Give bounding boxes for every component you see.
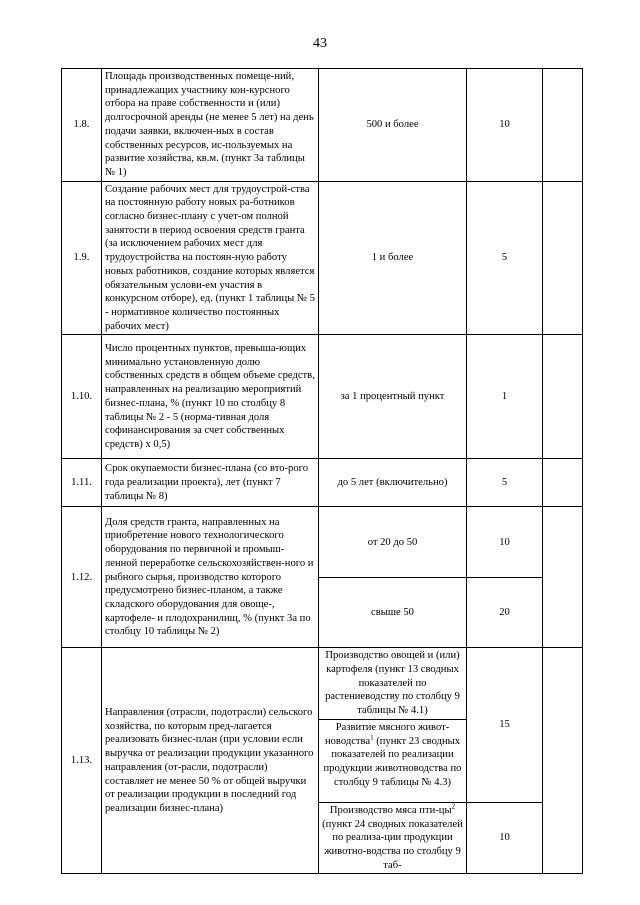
score-value: 1 <box>467 335 543 459</box>
page-number: 43 <box>313 36 327 51</box>
table-row <box>62 507 583 578</box>
direction-text-part: Развитие мясного живот-новодства <box>324 721 450 747</box>
footnote-mark: 2 <box>451 802 456 811</box>
empty-cell <box>543 69 583 182</box>
footnote-mark: 1 <box>370 733 374 742</box>
empty-cell <box>543 181 583 335</box>
criterion-text: Создание рабочих мест для трудоустрой-ства на постоянную работу новых ра-ботников согласно бизнес-плану с учет-ом полной занятости в период освоения средств гранта (за исключением рабочих мест для трудоустройства на постоян-ную работу новых работников, создание которых является обязательным услови-ем участия в конкурсном отборе), ед. (пункт 1 таблицы № 5 - нормативное количество постоянных рабочих мест) <box>102 181 319 335</box>
table-row <box>62 69 583 182</box>
row-number: 1.10. <box>62 335 102 459</box>
score-value: 5 <box>467 459 543 507</box>
direction-text-part: (пункт 23 сводных показателей по реализации продукции животноводства по столбцу 9 таблицы № 4.3) <box>323 735 462 788</box>
row-number: 1.8. <box>62 69 102 182</box>
criteria-table <box>61 68 583 874</box>
condition-text: 500 и более <box>319 69 467 182</box>
direction-text <box>319 719 467 802</box>
criterion-text: Доля средств гранта, направленных на приобретение нового технологического оборудования по первичной и промыш-ленной переработке сельскохозяйствен-ного и рыбного сырья, производство которого предусмотрено бизнес-планом, а также складского оборудования для овоще-, картофеле- и плодохранилищ, % (пункт 3а по столбцу 10 таблицы № 2) <box>102 507 319 648</box>
condition-text: от 20 до 50 <box>319 507 467 578</box>
score-value: 20 <box>467 578 543 648</box>
empty-cell <box>543 459 583 507</box>
table-row <box>62 459 583 507</box>
condition-text: 1 и более <box>319 181 467 335</box>
criterion-text: Направления (отрасли, подотрасли) сельского хозяйства, по которым пред-лагается реализовать бизнес-план (при условии если выручка от реализации продукции указанного направления (от-расли, подотрасли) составляет не менее 50 % от общей выручки от реализации продукции в последний год реализации бизнес-плана) <box>102 648 319 874</box>
score-value: 10 <box>467 802 543 874</box>
table-row <box>62 181 583 335</box>
table-row <box>62 648 583 720</box>
direction-text: Производство овощей и (или) картофеля (пункт 13 сводных показателей по растениеводству по столбцу 9 таблицы № 4.1) <box>319 648 467 720</box>
criterion-text: Срок окупаемости бизнес-плана (со вто-рого года реализации проекта), лет (пункт 7 таблицы № 8) <box>102 459 319 507</box>
row-number: 1.9. <box>62 181 102 335</box>
direction-text-part: Производство мяса пти-цы <box>329 804 452 816</box>
condition-text: за 1 процентный пункт <box>319 335 467 459</box>
condition-text: свыше 50 <box>319 578 467 648</box>
condition-text: до 5 лет (включительно) <box>319 459 467 507</box>
empty-cell <box>543 507 583 648</box>
row-number: 1.12. <box>62 507 102 648</box>
empty-cell <box>543 648 583 874</box>
direction-text-part: (пункт 24 сводных показателей по реализа-ции продукции животно-водства по столбцу 9 таб- <box>322 818 463 871</box>
direction-text <box>319 802 467 874</box>
table-row <box>62 335 583 459</box>
empty-cell <box>543 335 583 459</box>
score-value: 5 <box>467 181 543 335</box>
criterion-text: Площадь производственных помеще-ний, принадлежащих участнику кон-курсного отбора на праве собственности и (или) долгосрочной аренды (не менее 5 лет) на день подачи заявки, включен-ных в состав собственных ресурсов, ис-пользуемых на развитие хозяйства, кв.м. (пункт 3а таблицы № 1) <box>102 69 319 182</box>
score-value: 10 <box>467 507 543 578</box>
row-number: 1.13. <box>62 648 102 874</box>
row-number: 1.11. <box>62 459 102 507</box>
criterion-text: Число процентных пунктов, превыша-ющих минимально установленную долю собственных средств в общем объеме средств, направленных на реализацию мероприятий бизнес-плана, % (пункт 10 по столбцу 8 таблицы № 2 - 5 (норма-тивная доля софинансирования за счет собственных средств) х 0,5) <box>102 335 319 459</box>
score-value: 15 <box>467 648 543 803</box>
score-value: 10 <box>467 69 543 182</box>
